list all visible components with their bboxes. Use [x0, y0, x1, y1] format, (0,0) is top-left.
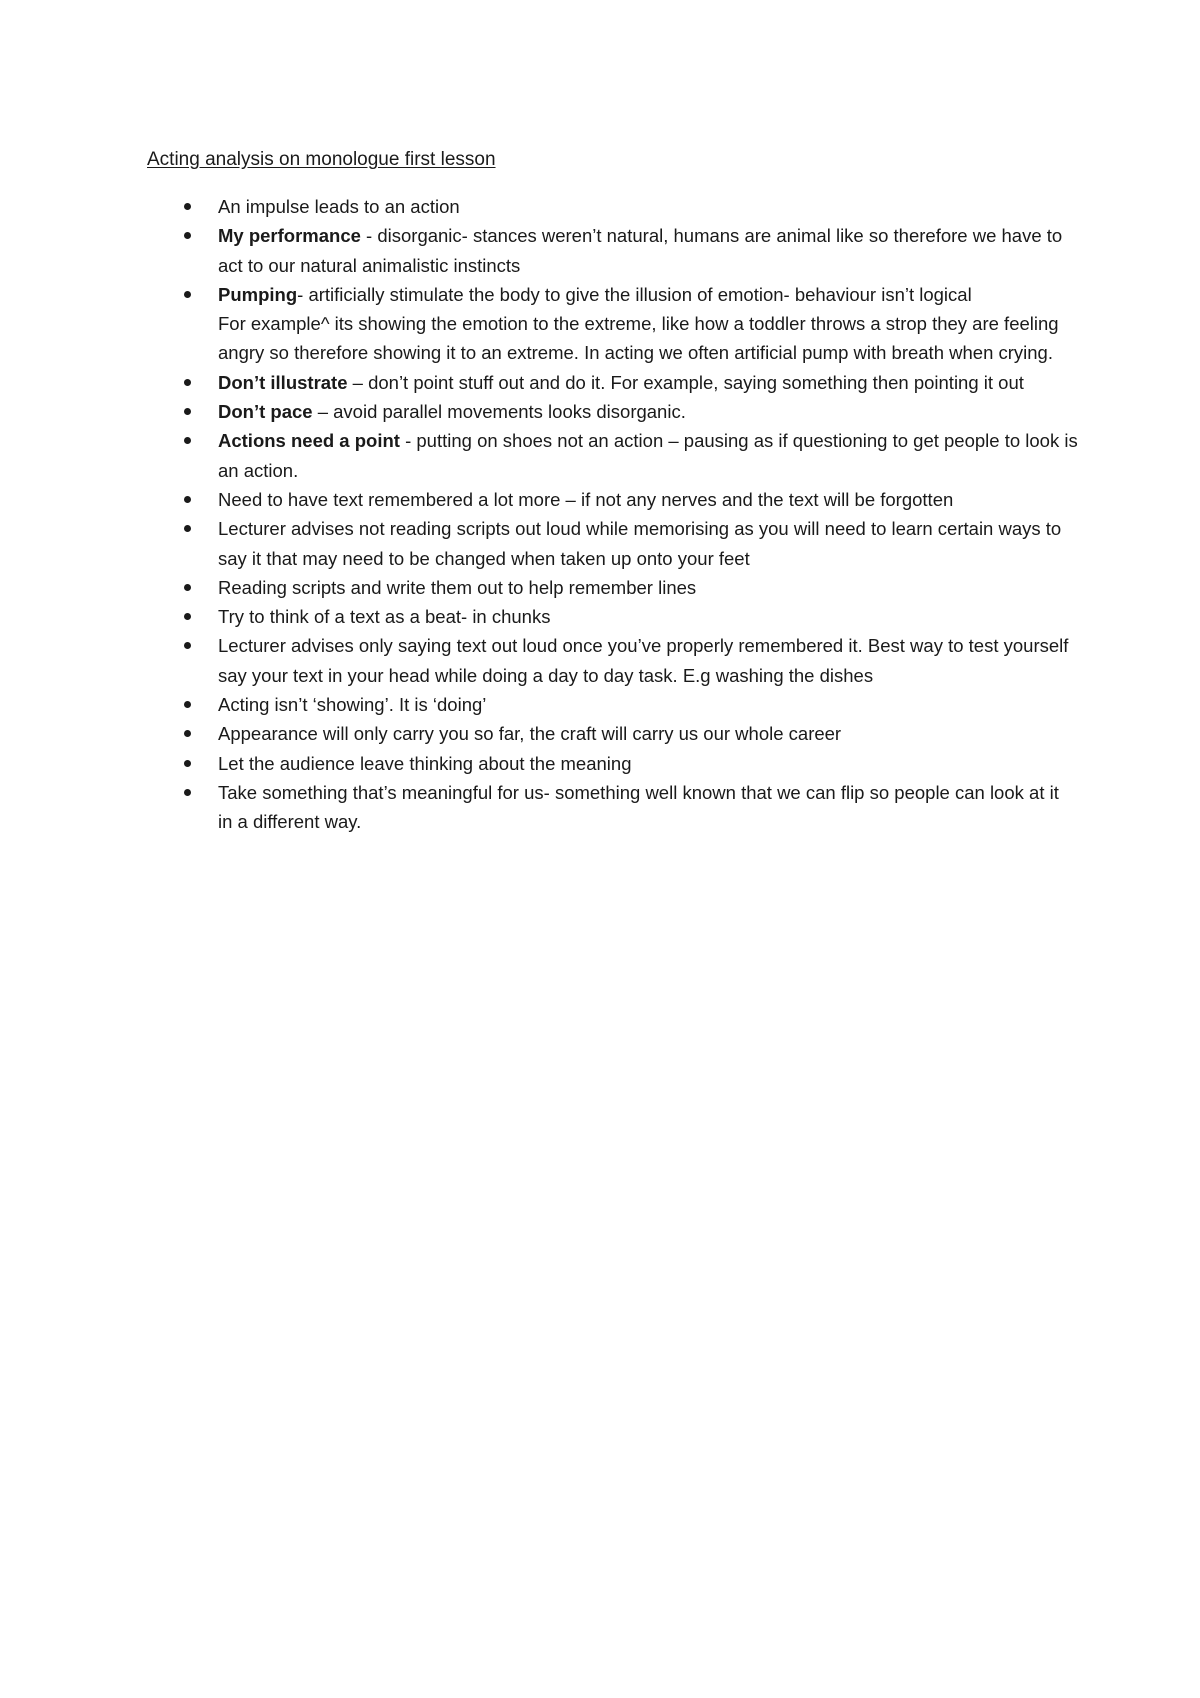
- bullet-icon: [184, 642, 191, 649]
- item-text: Acting isn’t ‘showing’. It is ‘doing’: [218, 694, 487, 716]
- item-text: Lecturer advises not reading scripts out loud while memorising as you will need to learn certain ways to say it that may need to be changed when taken up onto your feet: [218, 518, 1062, 569]
- list-item: [218, 426, 1078, 485]
- item-text: Need to have text remembered a lot more – if not any nerves and the text will be forgotten: [218, 488, 954, 510]
- bullet-icon: [184, 730, 191, 737]
- list-item: [218, 368, 1078, 397]
- item-term: My performance: [218, 225, 361, 247]
- list-item: [218, 514, 1078, 573]
- item-term: Actions need a point: [218, 430, 400, 452]
- bullet-icon: [184, 760, 191, 767]
- item-term: Pumping: [218, 283, 298, 305]
- bullet-icon: [184, 291, 191, 298]
- item-text: - disorganic- stances weren’t natural, humans are animal like so therefore we have to act to our natural animalistic instincts: [218, 225, 1063, 276]
- item-text: - artificially stimulate the body to give the illusion of emotion- behaviour isn’t logical: [297, 283, 972, 305]
- list-item: [218, 719, 1078, 748]
- list-item: [218, 749, 1078, 778]
- bullet-icon: [184, 525, 191, 532]
- item-text: Take something that’s meaningful for us- something well known that we can flip so people can look at it in a different way.: [218, 781, 1059, 833]
- item-text: An impulse leads to an action: [218, 196, 460, 217]
- list-item: [218, 631, 1078, 690]
- bullet-icon: [184, 437, 191, 444]
- item-term: Don’t illustrate: [218, 371, 348, 393]
- document-title: Acting analysis on monologue first lesson: [147, 149, 496, 170]
- bullet-icon: [184, 613, 191, 620]
- item-text: Let the audience leave thinking about the meaning: [218, 752, 632, 774]
- item-text: - putting on shoes not an action – pausing as if questioning to get people to look is an action.: [218, 430, 1078, 481]
- bullet-icon: [184, 789, 191, 796]
- list-item: [218, 221, 1078, 280]
- list-item: [218, 280, 1078, 368]
- item-term: Don’t pace: [218, 401, 313, 423]
- list-item: [218, 690, 1078, 719]
- list-item: [218, 778, 1078, 837]
- notes-list: [218, 192, 1078, 837]
- list-item: [218, 485, 1078, 514]
- item-text: – avoid parallel movements looks disorganic.: [312, 401, 686, 423]
- list-item: [218, 397, 1078, 426]
- list-item: [218, 602, 1078, 631]
- item-extra-text: For example^ its showing the emotion to the extreme, like how a toddler throws a strop they are feeling angry so therefore showing it to an extreme. In acting we often artificial pump with breath when crying.: [218, 313, 1059, 364]
- bullet-icon: [184, 232, 191, 239]
- item-text: Appearance will only carry you so far, the craft will carry us our whole career: [218, 723, 842, 745]
- list-item: [218, 573, 1078, 602]
- item-text: Try to think of a text as a beat- in chunks: [218, 606, 551, 628]
- bullet-icon: [184, 203, 191, 210]
- item-text: Reading scripts and write them out to help remember lines: [218, 576, 697, 598]
- bullet-icon: [184, 408, 191, 415]
- bullet-icon: [184, 496, 191, 503]
- bullet-icon: [184, 584, 191, 591]
- bullet-icon: [184, 379, 191, 386]
- bullet-icon: [184, 701, 191, 708]
- item-text: Lecturer advises only saying text out loud once you’ve properly remembered it. Best way to test yourself say your text in your head while doing a day to day task. E.g washing the dishes: [218, 635, 1069, 686]
- list-item: [218, 192, 1078, 221]
- item-text: – don’t point stuff out and do it. For example, saying something then pointing it out: [347, 371, 1024, 393]
